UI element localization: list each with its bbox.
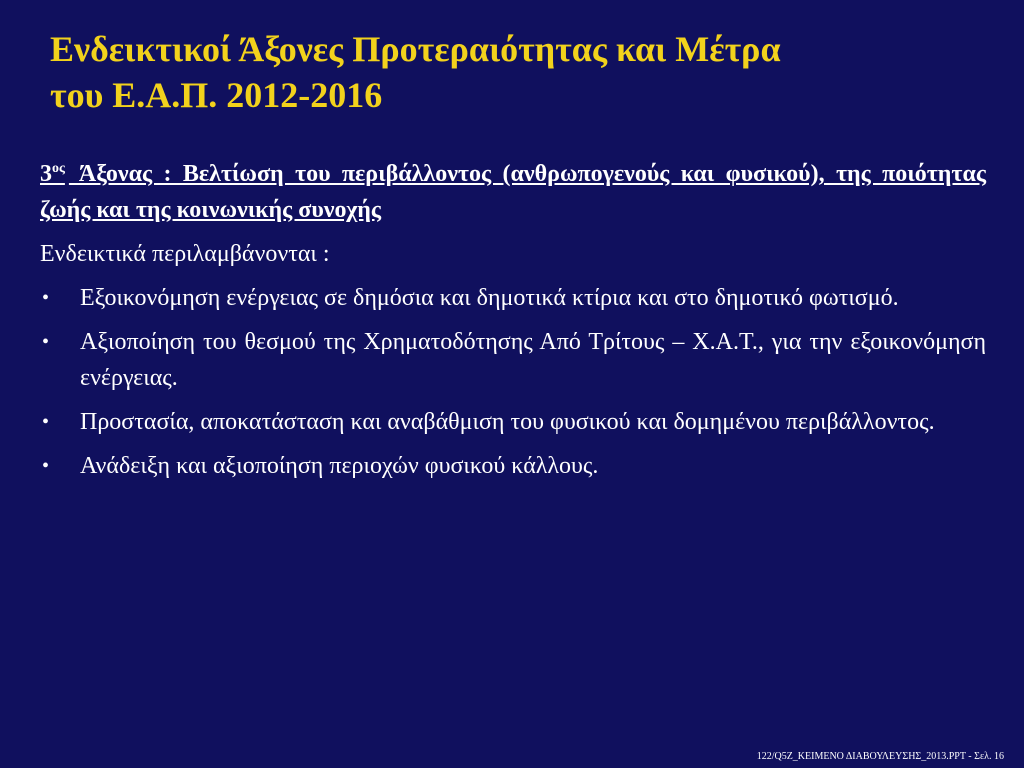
axis-number-suffix: ος — [52, 161, 65, 176]
list-item-text: Εξοικονόμηση ενέργειας σε δημόσια και δημοτικά κτίρια και στο δημοτικό φωτισμό. — [80, 285, 899, 311]
list-item-text: Ανάδειξη και αξιοποίηση περιοχών φυσικού κάλλους. — [80, 453, 599, 479]
axis-number: 3 — [40, 161, 52, 187]
intro-text: Ενδεικτικά περιλαμβάνονται : — [40, 241, 330, 267]
title-line-2: του Ε.Α.Π. 2012-2016 — [50, 75, 383, 115]
bullet-list — [40, 280, 986, 484]
list-item-text: Προστασία, αποκατάσταση και αναβάθμιση του φυσικού και δομημένου περιβάλλοντος. — [80, 409, 935, 435]
slide-footer: 122/Q5Z_ΚΕΙΜΕΝΟ ΔΙΑΒΟΥΛΕΥΣΗΣ_2013.PPT - Σελ. 16 — [756, 751, 1004, 762]
title-line-1: Ενδεικτικοί Άξονες Προτεραιότητας και Μέτρα — [50, 29, 781, 69]
list-item — [40, 404, 986, 440]
list-item — [40, 448, 986, 484]
bullet-icon: • — [42, 287, 50, 309]
bullet-icon: • — [42, 411, 50, 433]
bullet-icon: • — [42, 455, 50, 477]
axis-heading-text: Άξονας : Βελτίωση του περιβάλλοντος (ανθρωπογενούς και φυσικού), της ποιότητας ζωής και της κοινωνικής συνοχής — [40, 161, 986, 223]
list-item-text: Αξιοποίηση του θεσμού της Χρηματοδότησης Από Τρίτους – Χ.Α.Τ., για την εξοικονόμηση ενέργειας. — [80, 329, 986, 391]
slide-body — [40, 156, 986, 492]
list-item — [40, 324, 986, 396]
bullet-icon: • — [42, 331, 50, 353]
slide-title — [50, 26, 990, 118]
list-item — [40, 280, 986, 316]
axis-heading — [40, 156, 986, 228]
